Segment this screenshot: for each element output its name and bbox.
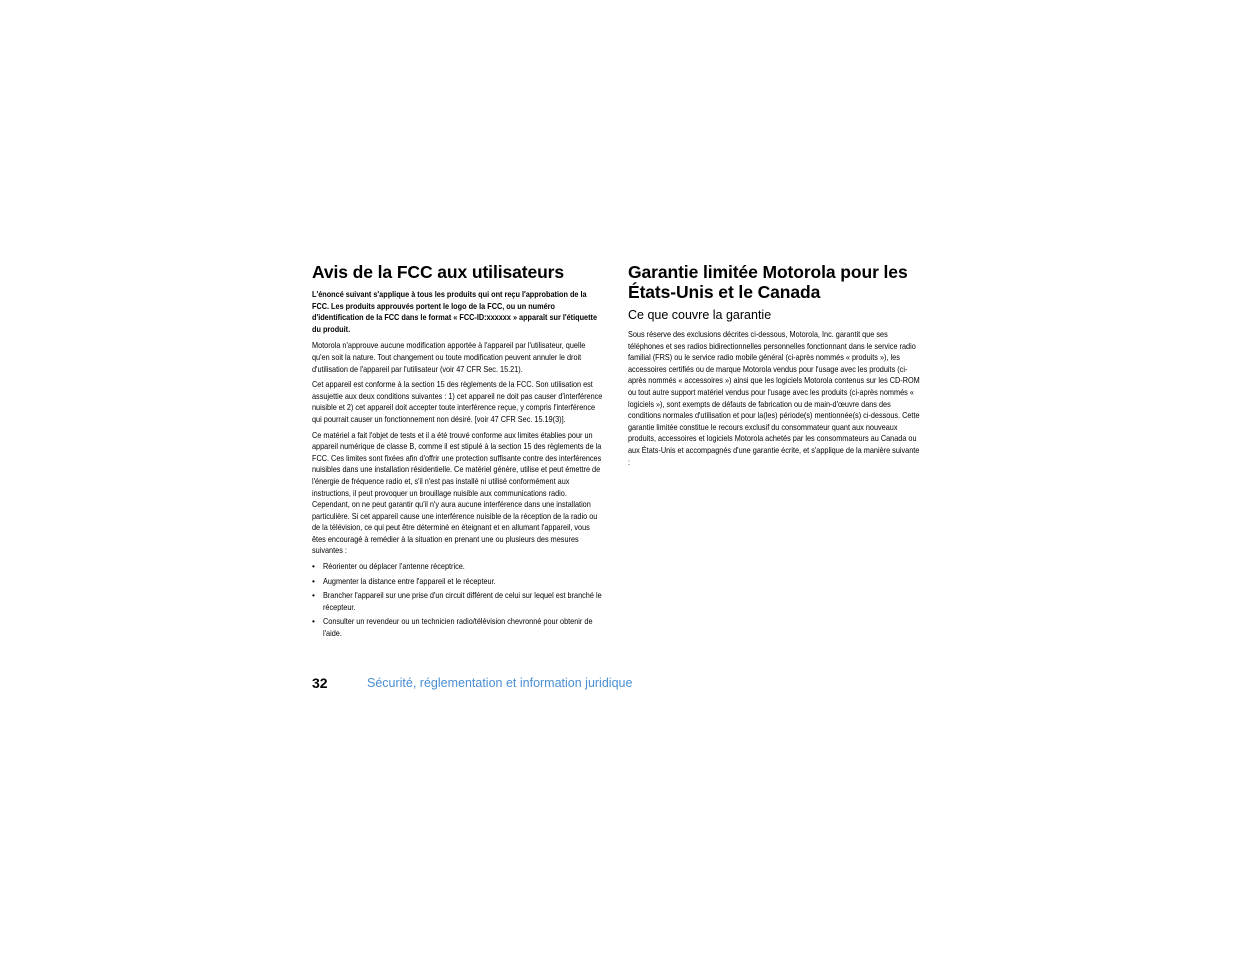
footer-section-title: Sécurité, réglementation et information juridique [367,676,633,690]
fcc-paragraph-modifications: Motorola n'approuve aucune modification apportée à l'appareil par l'utilisateur, quelle qu'en soit la nature. Tout changement ou toute modification peuvent annuler le droit d'utilisation de l'appareil par l'utilisateur (voir 47 CFR Sec. 15.21). [312,340,586,374]
list-item [312,590,606,613]
list-item-text: Consulter un revendeur ou un technicien radio/télévision chevronné pour obtenir de l'aide. [323,616,593,639]
list-item-text: Brancher l'appareil sur une prise d'un circuit différent de celui sur lequel est branché le récepteur. [323,590,602,612]
list-item [312,616,606,639]
bullet-icon: • [312,561,315,572]
list-item-text: Réorienter ou déplacer l'antenne réceptrice. [323,561,465,572]
fcc-paragraph-conformity: Cet appareil est conforme à la section 15 des règlements de la FCC. Son utilisation est assujettie aux deux conditions suivantes : 1) cet appareil ne doit pas causer d'interférence nuisible et 2) cet appareil doit accepter toute interférence reçue, y compris l'interférence qui pourrait causer un fonctionnement non désiré. [voir 47 CFR Sec. 15.19(3)]. [312,379,603,424]
bullet-icon: • [312,616,315,627]
fcc-remedy-list [312,561,606,640]
warranty-heading: Garantie limitée Motorola pour les États-Unis et le Canada [628,262,908,302]
bullet-icon: • [312,575,315,586]
list-item [312,576,606,588]
right-column [628,262,923,472]
left-column [312,262,606,643]
list-item [312,561,606,573]
bullet-icon: • [312,590,315,601]
fcc-notice-heading: Avis de la FCC aux utilisateurs [312,262,565,282]
fcc-lead-paragraph: L'énoncé suivant s'applique à tous les produits qui ont reçu l'approbation de la FCC. Les produits approuvés portent le logo de la FCC, ou un numéro d'identification de la FCC dans le format « FCC-ID:xxxxxx » apparaît sur l'étiquette du produit. [312,289,598,334]
page-footer [312,674,812,692]
page-number: 32 [312,675,328,691]
list-item-text: Augmenter la distance entre l'appareil et le récepteur. [323,575,496,586]
warranty-subheading: Ce que couvre la garantie [628,308,772,322]
warranty-paragraph: Sous réserve des exclusions décrites ci-dessous, Motorola, Inc. garantit que ses téléphones et ses radios bidirectionnelles personnelles fonctionnant dans le service radio familial (FRS) ou le service radio mobile général (ci-après nommés « produits »), les accessoires certifiés ou de marque Motorola vendus pour l'usage avec les produits (ci-après nommés « accessoires ») ainsi que les logiciels Motorola contenus sur les CD-ROM ou tout autre support matériel vendus pour l'usage avec les produits (ci-après nommés « logiciels »), sont exempts de défauts de fabrication ou de main-d'œuvre dans des conditions normales d'utilisation et pour la(les) période(s) mentionnée(s) ci-dessous. Cette garantie limitée constitue le recours exclusif du consommateur quant aux nouveaux produits, accessoires et logiciels Motorola achetés par les consommateurs au Canada ou aux États-Unis et accompagnés d'une garantie écrite, et s'applique de la manière suivante : [628,329,920,467]
fcc-paragraph-class-b: Ce matériel a fait l'objet de tests et il a été trouvé conforme aux limites établies pour un appareil numérique de classe B, comme il est stipulé à la section 15 des règlements de la FCC. Ces limites sont fixées afin d'offrir une protection suffisante contre des interférences nuisibles dans une installation résidentielle. Ce matériel génère, utilise et peut émettre de l'énergie de fréquence radio et, s'il n'est pas installé ni utilisé conformément aux instructions, il peut provoquer un brouillage nuisible aux communications radio. Cependant, on ne peut garantir qu'il n'y aura aucune interférence dans une installation particulière. Si cet appareil cause une interférence nuisible de la réception de la radio ou de la télévision, ce qui peut être déterminé en éteignant et en allumant l'appareil, vous êtes encouragé à remédier à la situation en prenant une ou plusieurs des mesures suivantes : [312,429,602,556]
